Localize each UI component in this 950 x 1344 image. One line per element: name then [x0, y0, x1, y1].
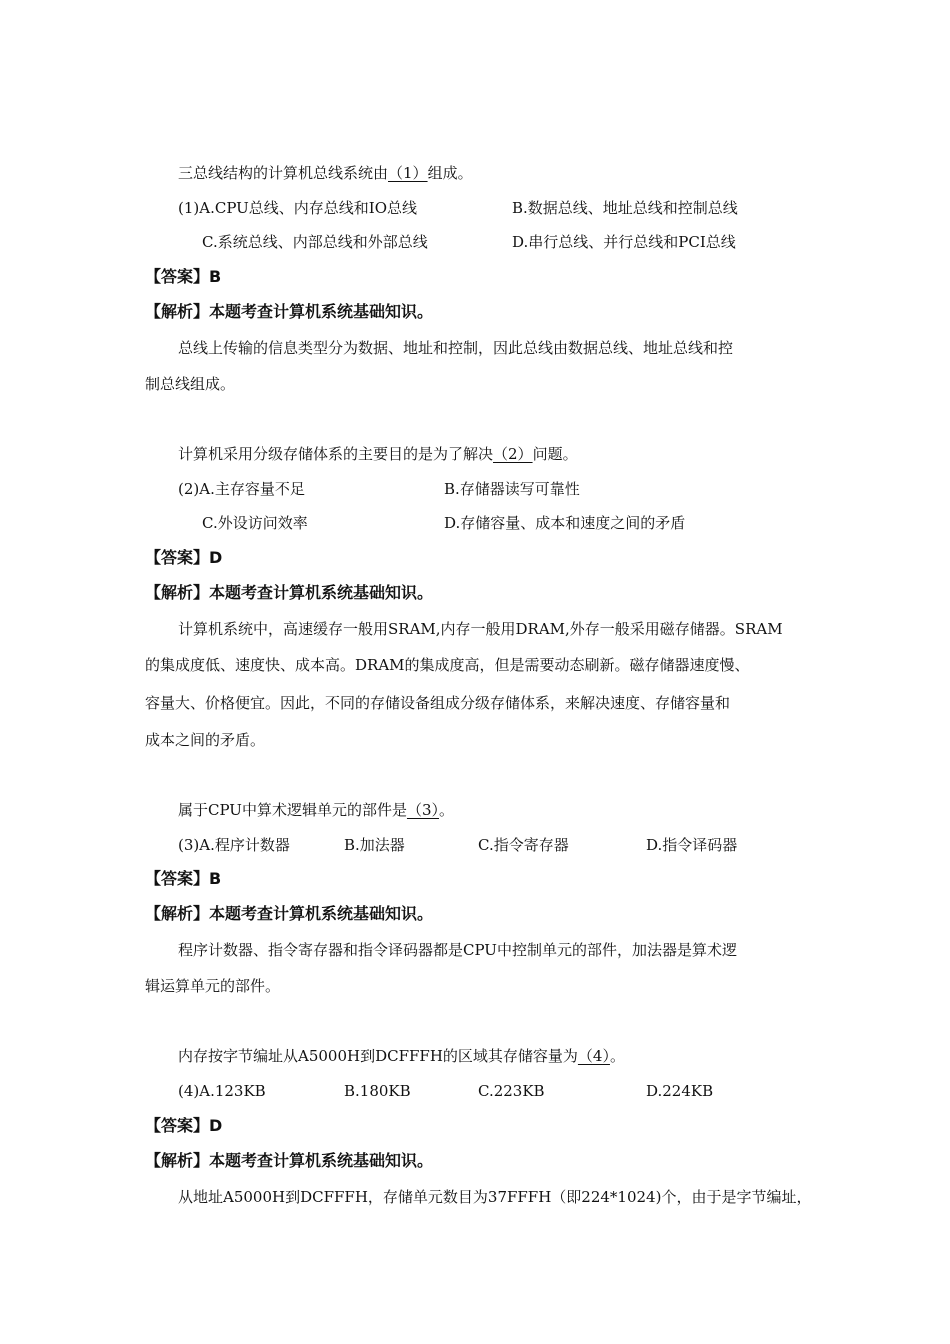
question-3-blank: （3）: [406, 801, 439, 819]
question-3-analysis-line: 辑运算单元的部件。: [145, 977, 281, 995]
question-2-stem: [178, 444, 578, 464]
question-2-stem-end: 问题。: [532, 445, 578, 463]
question-4-answer: 【答案】D: [145, 1116, 223, 1135]
question-1-stem: [178, 163, 473, 183]
question-2-stem-text: 计算机采用分级存储体系的主要目的是为了解决: [178, 445, 494, 463]
question-4-option-c: C.223KB: [478, 1082, 545, 1100]
question-1-option-c: C.系统总线、内部总线和外部总线: [202, 233, 428, 251]
question-3-stem: [178, 800, 454, 820]
question-4-stem-text: 内存按字节编址从A5000H到DCFFFH的区域其存储容量为: [178, 1047, 578, 1065]
question-3-stem-end: 。: [439, 801, 455, 819]
question-2-option-c: C.外设访问效率: [202, 514, 308, 532]
question-4-stem: [178, 1046, 625, 1066]
question-3-analysis-line: 程序计数器、指令寄存器和指令译码器都是CPU中控制单元的部件，加法器是算术逻: [178, 941, 737, 959]
question-1-analysis-head: 【解析】本题考查计算机系统基础知识。: [145, 302, 434, 321]
question-1-option-b: B.数据总线、地址总线和控制总线: [512, 199, 738, 217]
question-2-answer: 【答案】D: [145, 548, 223, 567]
question-3-analysis-head: 【解析】本题考查计算机系统基础知识。: [145, 904, 434, 923]
question-1-option-d: D.串行总线、并行总线和PCI总线: [512, 233, 736, 251]
question-2-analysis-line: 计算机系统中，高速缓存一般用SRAM,内存一般用DRAM,外存一般采用磁存储器。SRAM: [178, 620, 783, 638]
question-4-option-b: B.180KB: [344, 1082, 411, 1100]
question-1-answer: 【答案】B: [145, 267, 222, 286]
question-2-analysis-line: 容量大、价格便宜。因此，不同的存储设备组成分级存储体系，来解决速度、存储容量和: [145, 694, 731, 712]
question-3-option-a: (3)A.程序计数器: [178, 836, 290, 854]
question-4-option-d: D.224KB: [646, 1082, 714, 1100]
question-4-option-a: (4)A.123KB: [178, 1082, 266, 1100]
question-2-blank: （2）: [493, 445, 533, 463]
question-1-analysis-line: 总线上传输的信息类型分为数据、地址和控制，因此总线由数据总线、地址总线和控: [178, 339, 734, 357]
question-2-analysis-line: 的集成度低、速度快、成本高。DRAM的集成度高，但是需要动态刷新。磁存储器速度慢、: [145, 656, 750, 674]
question-3-answer: 【答案】B: [145, 869, 222, 888]
question-1-option-a: (1)A.CPU总线、内存总线和IO总线: [178, 199, 418, 217]
question-4-analysis-line: 从地址A5000H到DCFFFH，存储单元数目为37FFFH（即224*1024)个，由于是字节编址，: [178, 1188, 812, 1206]
question-3-stem-text: 属于CPU中算术逻辑单元的部件是: [178, 801, 407, 819]
question-1-stem-end: 组成。: [427, 164, 473, 182]
question-4-stem-end: 。: [609, 1047, 625, 1065]
question-3-option-b: B.加法器: [344, 836, 405, 854]
question-3-option-d: D.指令译码器: [646, 836, 738, 854]
question-1-stem-text: 三总线结构的计算机总线系统由: [178, 164, 389, 182]
question-1-blank: （1）: [388, 164, 428, 182]
question-2-analysis-head: 【解析】本题考查计算机系统基础知识。: [145, 583, 434, 602]
question-2-option-d: D.存储容量、成本和速度之间的矛盾: [444, 514, 686, 532]
question-3-option-c: C.指令寄存器: [478, 836, 569, 854]
question-2-option-a: (2)A.主存容量不足: [178, 480, 305, 498]
question-2-option-b: B.存储器读写可靠性: [444, 480, 580, 498]
question-1-analysis-line: 制总线组成。: [145, 375, 236, 393]
question-2-analysis-line: 成本之间的矛盾。: [145, 731, 266, 749]
question-4-analysis-head: 【解析】本题考查计算机系统基础知识。: [145, 1151, 434, 1170]
question-4-blank: （4）: [577, 1047, 610, 1065]
